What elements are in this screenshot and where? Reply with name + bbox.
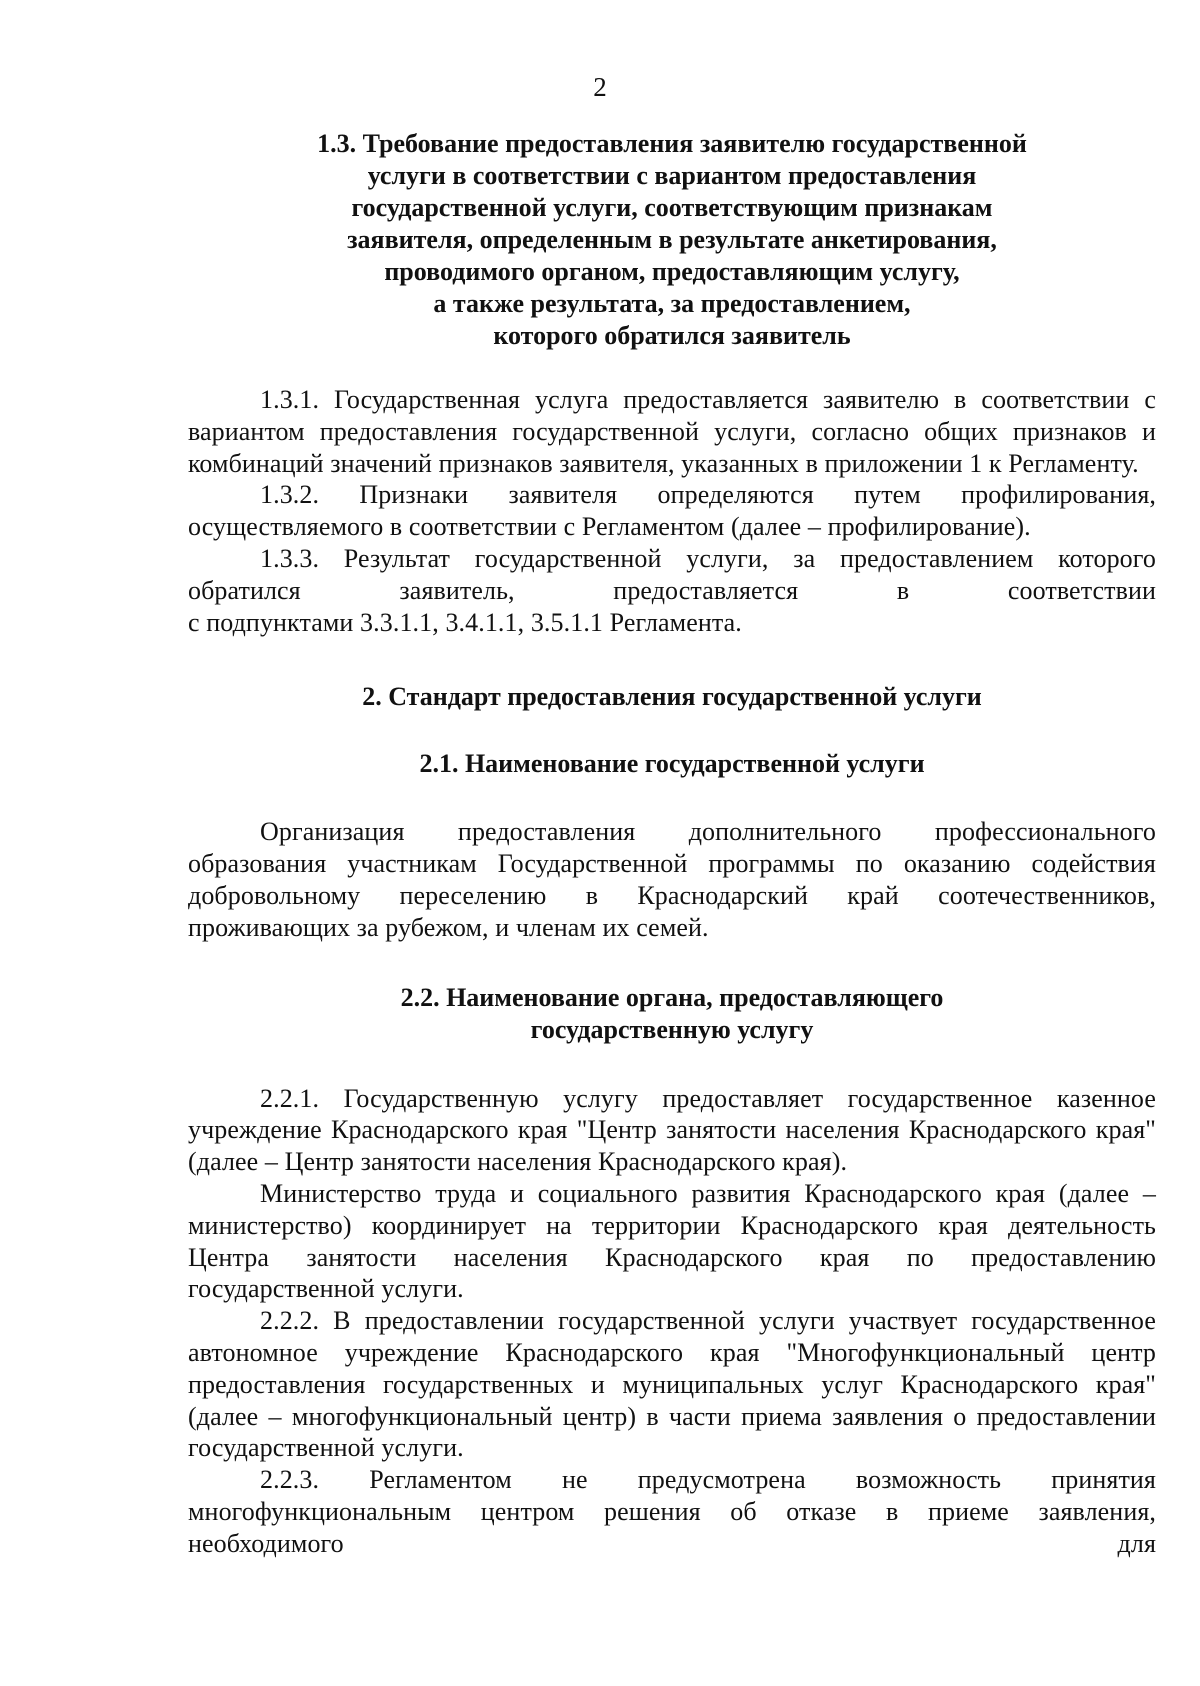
paragraph-1-3-3-line1: 1.3.3. Результат государственной услуги, за предоставлением которого обратился заявитель, предоставляется в соответствии	[188, 543, 1156, 605]
heading-line: услуги в соответствии с вариантом предоставления	[367, 161, 977, 190]
heading-line: заявителя, определенным в результате анкетирования,	[347, 225, 997, 254]
paragraph-1-3-1: 1.3.1. Государственная услуга предоставляется заявителю в соответствии с вариантом предоставления государственной услуги, согласно общих признаков и комбинаций значений признаков заявителя, указанных в приложении 1 к Регламенту.	[188, 385, 1156, 478]
heading-line: проводимого органом, предоставляющим услугу,	[384, 257, 960, 286]
section-2-2-heading	[188, 982, 1156, 1046]
heading-line: которого обратился заявитель	[493, 321, 851, 350]
section-1-3-heading	[188, 128, 1156, 352]
paragraph-2-2-1: 2.2.1. Государственную услугу предоставляет государственное казенное учреждение Краснодарского края "Центр занятости населения Краснодарского края" (далее – Центр занятости населения Краснодарского края).	[188, 1083, 1156, 1177]
section-2-1-heading: 2.1. Наименование государственной услуги	[419, 749, 925, 779]
heading-line: государственной услуги, соответствующим признакам	[351, 193, 993, 222]
paragraph-2-2-2: 2.2.2. В предоставлении государственной услуги участвует государственное автономное учреждение Краснодарского края "Многофункциональный центр предоставления государственных и муниципальных услуг Краснодарского края" (далее – многофункциональный центр) в части приема заявления о предоставлении государственной услуги.	[188, 1306, 1156, 1463]
heading-line: а также результата, за предоставлением,	[433, 289, 911, 318]
paragraph-1-3-3-line2: с подпунктами 3.3.1.1, 3.4.1.1, 3.5.1.1 Регламента.	[188, 607, 742, 637]
heading-line: 1.3. Требование предоставления заявителю государственной	[317, 129, 1027, 158]
document-body	[188, 128, 1156, 1560]
heading-line: 2.2. Наименование органа, предоставляющего	[400, 982, 944, 1012]
paragraph-ministry: Министерство труда и социального развития Краснодарского края (далее – министерство) координирует на территории Краснодарского края деятельность Центра занятости населения Краснодарского края по предоставлению государственной услуги.	[188, 1178, 1156, 1304]
paragraph-2-2-3: 2.2.3. Регламентом не предусмотрена возможность принятия многофункциональным центром решения об отказе в приеме заявления, необходимого для	[188, 1465, 1156, 1558]
paragraph-2-1: Организация предоставления дополнительного профессионального образования участникам Государственной программы по оказанию содействия добровольному переселению в Краснодарский край соотечественников, проживающих за рубежом, и членам их семей.	[188, 817, 1156, 942]
paragraph-1-3-2: 1.3.2. Признаки заявителя определяются путем профилирования, осуществляемого в соответствии с Регламентом (далее – профилирование).	[188, 480, 1156, 542]
page-number: 2	[593, 72, 607, 102]
heading-line: государственную услугу	[530, 1014, 814, 1044]
section-2-heading: 2. Стандарт предоставления государственной услуги	[362, 682, 982, 712]
